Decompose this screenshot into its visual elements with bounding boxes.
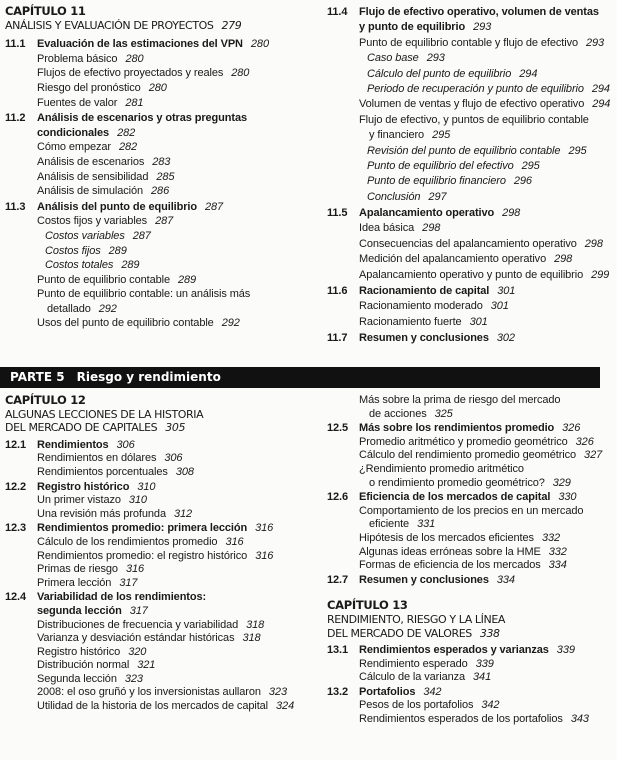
entry-text: segunda lección bbox=[37, 604, 122, 617]
entry-text: condicionales bbox=[37, 126, 110, 139]
toc-entry bbox=[5, 214, 295, 229]
section-number: 12.2 bbox=[5, 480, 27, 493]
toc-section bbox=[5, 439, 295, 453]
page-number: 293 bbox=[586, 36, 605, 49]
page-number: 308 bbox=[175, 465, 194, 478]
page-number: 306 bbox=[164, 452, 183, 465]
entry-text: ALGUNAS LECCIONES DE LA HISTORIA bbox=[5, 407, 204, 421]
toc-entry bbox=[5, 184, 295, 199]
page-number: 283 bbox=[152, 155, 171, 168]
entry-text: Racionamiento moderado bbox=[359, 300, 483, 313]
page-number: 342 bbox=[423, 685, 442, 698]
page-number: 294 bbox=[519, 67, 538, 80]
toc-entry bbox=[5, 273, 295, 288]
entry-text: Comportamiento de los precios en un mercado bbox=[359, 504, 584, 517]
entry-text: Portafolios bbox=[359, 685, 416, 698]
entry-text: Punto de equilibrio financiero bbox=[367, 175, 506, 188]
entry-text: Idea básica bbox=[359, 222, 415, 235]
page-number: 287 bbox=[155, 215, 174, 228]
page-number: 326 bbox=[575, 435, 594, 448]
toc-entry bbox=[5, 170, 295, 185]
page-number: 332 bbox=[541, 531, 560, 544]
toc-entry bbox=[327, 82, 617, 97]
entry-text: y punto de equilibrio bbox=[359, 21, 466, 34]
page-number: 297 bbox=[428, 190, 447, 203]
toc-section bbox=[327, 5, 617, 36]
page-number: 302 bbox=[496, 332, 515, 345]
toc-entry bbox=[5, 632, 295, 646]
entry-text: Distribuciones de frecuencia y variabilidad bbox=[37, 618, 239, 631]
entry-text: Análisis de escenarios y otras preguntas bbox=[37, 112, 247, 125]
toc-entry bbox=[5, 52, 295, 67]
page-number: 295 bbox=[521, 159, 540, 172]
toc-section bbox=[327, 686, 617, 700]
entry-text: DEL MERCADO DE VALORES bbox=[327, 626, 472, 640]
page-number: 323 bbox=[268, 686, 287, 699]
page-number: 310 bbox=[128, 494, 147, 507]
entry-text: Cálculo de la varianza bbox=[359, 671, 466, 684]
entry-text: RENDIMIENTO, RIESGO Y LA LÍNEA bbox=[327, 612, 506, 626]
page-number: 318 bbox=[246, 618, 265, 631]
toc-entry bbox=[327, 51, 617, 66]
page-number: 287 bbox=[132, 229, 151, 242]
page-number: 280 bbox=[125, 52, 144, 65]
page-number: 310 bbox=[137, 480, 156, 493]
entry-text: Rendimientos porcentuales bbox=[37, 465, 168, 478]
entry-text: Análisis de sensibilidad bbox=[37, 170, 149, 183]
entry-text: Eficiencia de los mercados de capital bbox=[359, 491, 551, 504]
page-number: 282 bbox=[119, 141, 138, 154]
toc-entry bbox=[5, 619, 295, 633]
page-number: 281 bbox=[125, 96, 144, 109]
entry-text: Promedio aritmético y promedio geométrico bbox=[359, 435, 568, 448]
entry-text: y financiero bbox=[369, 129, 425, 142]
page-number: 293 bbox=[473, 21, 492, 34]
toc-entry bbox=[5, 659, 295, 673]
part-title: Riesgo y rendimiento bbox=[76, 370, 221, 384]
entry-text: Conclusión bbox=[367, 190, 421, 203]
toc-section bbox=[327, 491, 617, 505]
page-number: 294 bbox=[592, 98, 611, 111]
entry-text: Punto de equilibrio contable bbox=[37, 273, 170, 286]
entry-text: Rendimientos promedio: primera lección bbox=[37, 522, 248, 535]
entry-text: Variabilidad de los rendimientos: bbox=[37, 591, 207, 604]
page-number: 298 bbox=[502, 207, 521, 220]
toc-entry bbox=[5, 550, 295, 564]
toc-entry bbox=[5, 536, 295, 550]
entry-text: Volumen de ventas y flujo de efectivo operativo bbox=[359, 98, 585, 111]
toc-section bbox=[5, 591, 295, 618]
entry-text: de acciones bbox=[369, 407, 427, 420]
section-number: 12.4 bbox=[5, 591, 27, 604]
entry-text: Problema básico bbox=[37, 52, 118, 65]
entry-text: Cálculo del punto de equilibrio bbox=[367, 67, 512, 80]
entry-text: CAPÍTULO 12 bbox=[5, 393, 86, 407]
toc-entry bbox=[327, 299, 617, 314]
toc-entry bbox=[5, 140, 295, 155]
entry-text: Segunda lección bbox=[37, 672, 117, 685]
page-number: 312 bbox=[173, 507, 193, 520]
section-number: 12.6 bbox=[327, 491, 349, 504]
page-number: 329 bbox=[552, 476, 571, 489]
entry-text: Medición del apalancamiento operativo bbox=[359, 253, 547, 266]
toc-column-chapter-12-13-right bbox=[327, 394, 617, 727]
section-number: 11.6 bbox=[327, 285, 348, 298]
toc-entry bbox=[5, 577, 295, 591]
entry-text: Rendimientos en dólares bbox=[37, 452, 157, 465]
entry-text: CAPÍTULO 13 bbox=[327, 598, 408, 613]
section-number: 13.2 bbox=[327, 685, 349, 698]
toc-entry bbox=[5, 258, 295, 273]
toc-entry bbox=[5, 155, 295, 170]
toc-entry bbox=[5, 686, 295, 700]
entry-text: Registro histórico bbox=[37, 645, 121, 658]
entry-text: Apalancamiento operativo y punto de equilibrio bbox=[359, 268, 584, 281]
page-number: 285 bbox=[156, 170, 175, 183]
entry-text: ANÁLISIS Y EVALUACIÓN DE PROYECTOS bbox=[5, 18, 214, 32]
toc-section bbox=[5, 522, 295, 536]
toc-column-chapter-12-left bbox=[5, 394, 295, 714]
toc-entry bbox=[327, 190, 617, 205]
entry-text: detallado bbox=[47, 302, 91, 315]
entry-text: Análisis del punto de equilibrio bbox=[37, 200, 197, 213]
page-number: 338 bbox=[479, 626, 500, 640]
page-number: 316 bbox=[125, 563, 144, 576]
toc-entry bbox=[5, 452, 295, 466]
entry-text: Apalancamiento operativo bbox=[359, 207, 495, 220]
page-number: 316 bbox=[255, 549, 274, 562]
entry-text: Usos del punto de equilibrio contable bbox=[37, 317, 214, 330]
toc-entry bbox=[327, 113, 617, 144]
entry-text: Costos variables bbox=[45, 229, 125, 242]
toc-section bbox=[5, 481, 295, 495]
toc-entry bbox=[327, 436, 617, 450]
entry-text: Evaluación de las estimaciones del VPN bbox=[37, 38, 243, 51]
page-number: 339 bbox=[556, 644, 575, 657]
page-number: 341 bbox=[473, 671, 492, 684]
toc-entry bbox=[327, 97, 617, 112]
entry-text: Racionamiento fuerte bbox=[359, 315, 462, 328]
toc-entry bbox=[5, 646, 295, 660]
toc-section bbox=[327, 422, 617, 436]
page-number: 342 bbox=[481, 699, 500, 712]
entry-text: Costos totales bbox=[45, 259, 114, 272]
page-number: 292 bbox=[98, 302, 117, 315]
toc-entry bbox=[5, 508, 295, 522]
toc-section bbox=[327, 574, 617, 588]
entry-text: Riesgo del pronóstico bbox=[37, 81, 141, 94]
entry-text: Análisis de simulación bbox=[37, 185, 144, 198]
page-number: 320 bbox=[128, 645, 147, 658]
section-number: 12.5 bbox=[327, 422, 349, 435]
entry-text: Cálculo de los rendimientos promedio bbox=[37, 535, 218, 548]
section-number: 11.7 bbox=[327, 332, 348, 345]
entry-text: Rendimientos esperados de los portafolios bbox=[359, 713, 563, 726]
page-number: 301 bbox=[490, 300, 509, 313]
page-number: 321 bbox=[137, 659, 156, 672]
page-number: 296 bbox=[513, 175, 532, 188]
entry-text: Rendimientos promedio: el registro histórico bbox=[37, 549, 248, 562]
toc-entry bbox=[327, 449, 617, 463]
toc-entry bbox=[327, 174, 617, 189]
entry-text: Resumen y conclusiones bbox=[359, 573, 489, 586]
section-number: 11.3 bbox=[5, 200, 26, 213]
toc-entry bbox=[327, 159, 617, 174]
section-number: 11.4 bbox=[327, 6, 348, 18]
toc-section bbox=[327, 331, 617, 346]
entry-text: Algunas ideas erróneas sobre la HME bbox=[359, 545, 541, 558]
page-number: 323 bbox=[124, 672, 143, 685]
entry-text: Costos fijos bbox=[45, 244, 101, 257]
toc-entry bbox=[327, 658, 617, 672]
page-number: 339 bbox=[475, 657, 494, 670]
entry-text: Rendimientos esperados y varianzas bbox=[359, 644, 549, 657]
toc-entry bbox=[5, 316, 295, 331]
entry-text: Rendimiento esperado bbox=[359, 657, 468, 670]
entry-text: Análisis de escenarios bbox=[37, 155, 145, 168]
page-number: 332 bbox=[548, 545, 567, 558]
section-number: 13.1 bbox=[327, 644, 349, 657]
toc-entry bbox=[5, 287, 295, 316]
page-number: 293 bbox=[426, 52, 445, 65]
entry-text: Utilidad de la historia de los mercados de capital bbox=[37, 700, 269, 713]
page-number: 316 bbox=[225, 535, 244, 548]
toc-entry bbox=[327, 252, 617, 267]
toc-section bbox=[327, 644, 617, 658]
entry-text: Registro histórico bbox=[37, 480, 130, 493]
entry-text: Punto de equilibrio contable y flujo de efectivo bbox=[359, 36, 579, 49]
toc-entry bbox=[327, 559, 617, 573]
toc-entry bbox=[327, 67, 617, 82]
page-number: 298 bbox=[554, 253, 573, 266]
page-number: 301 bbox=[497, 285, 516, 298]
entry-text: Más sobre la prima de riesgo del mercado bbox=[359, 394, 561, 406]
page-number: 295 bbox=[432, 129, 451, 142]
page-number: 289 bbox=[108, 244, 127, 257]
entry-text: Periodo de recuperación y punto de equilibrio bbox=[367, 82, 584, 95]
entry-text: Flujo de efectivo operativo, volumen de ventas bbox=[359, 6, 599, 18]
page-number: 282 bbox=[117, 126, 136, 139]
toc-entry bbox=[5, 700, 295, 714]
chapter-title bbox=[327, 613, 617, 640]
toc-entry bbox=[327, 532, 617, 546]
toc-entry bbox=[5, 563, 295, 577]
entry-text: eficiente bbox=[369, 518, 410, 531]
page-number: 298 bbox=[422, 222, 441, 235]
entry-text: Una revisión más profunda bbox=[37, 507, 166, 520]
chapter-label bbox=[5, 394, 295, 408]
entry-text: Distribución normal bbox=[37, 659, 130, 672]
chapter-label bbox=[327, 599, 617, 613]
section-number: 12.7 bbox=[327, 573, 349, 586]
toc-entry bbox=[327, 144, 617, 159]
entry-text: DEL MERCADO DE CAPITALES bbox=[5, 421, 158, 435]
page-number: 317 bbox=[129, 604, 148, 617]
toc-entry bbox=[327, 713, 617, 727]
entry-text: Primas de riesgo bbox=[37, 563, 118, 576]
toc-entry bbox=[327, 505, 617, 532]
page-number: 334 bbox=[496, 573, 515, 586]
page-number: 318 bbox=[242, 632, 261, 645]
page-number: 299 bbox=[591, 268, 610, 281]
toc-column-chapter-11-left bbox=[5, 4, 295, 331]
toc-entry bbox=[327, 394, 617, 421]
toc-section bbox=[5, 37, 295, 52]
entry-text: Flujos de efectivo proyectados y reales bbox=[37, 67, 224, 80]
entry-text: Primera lección bbox=[37, 576, 112, 589]
entry-text: o rendimiento promedio geométrico? bbox=[369, 476, 545, 489]
toc-section bbox=[5, 111, 295, 140]
page-number: 294 bbox=[591, 82, 610, 95]
entry-text: Pesos de los portafolios bbox=[359, 699, 474, 712]
page-number: 286 bbox=[151, 185, 170, 198]
entry-text: Más sobre los rendimientos promedio bbox=[359, 422, 555, 435]
part-banner bbox=[0, 367, 600, 388]
page-number: 280 bbox=[250, 38, 269, 51]
entry-text: 2008: el oso gruñó y los inversionistas aullaron bbox=[37, 686, 261, 699]
page-number: 292 bbox=[221, 317, 240, 330]
entry-text: Punto de equilibrio del efectivo bbox=[367, 159, 514, 172]
toc-entry bbox=[5, 673, 295, 687]
section-number: 12.3 bbox=[5, 522, 27, 535]
entry-text: CAPÍTULO 11 bbox=[5, 4, 86, 18]
chapter-title bbox=[5, 408, 295, 435]
page-number: 331 bbox=[417, 518, 436, 531]
toc-column-chapter-11-right bbox=[327, 4, 617, 347]
page-number: 305 bbox=[165, 421, 186, 435]
chapter-title bbox=[5, 19, 295, 34]
page-number: 301 bbox=[469, 315, 488, 328]
page-number: 316 bbox=[255, 522, 274, 535]
toc-section bbox=[5, 200, 295, 215]
toc-entry bbox=[5, 81, 295, 96]
page-number: 287 bbox=[204, 200, 224, 213]
page-number: 298 bbox=[584, 237, 603, 250]
toc-entry bbox=[5, 244, 295, 259]
page-number: 306 bbox=[116, 438, 135, 451]
entry-text: Caso base bbox=[367, 52, 419, 65]
entry-text: Punto de equilibrio contable: un análisis más bbox=[37, 288, 251, 301]
entry-text: Cómo empezar bbox=[37, 141, 111, 154]
toc-entry bbox=[5, 96, 295, 111]
page-number: 326 bbox=[562, 422, 581, 435]
toc-entry bbox=[327, 221, 617, 236]
toc-entry bbox=[327, 463, 617, 490]
toc-section bbox=[327, 284, 617, 299]
part-label: PARTE 5 bbox=[10, 370, 65, 384]
entry-text: ¿Rendimiento promedio aritmético bbox=[359, 462, 524, 475]
page-number: 343 bbox=[570, 713, 589, 726]
entry-text: Racionamiento de capital bbox=[359, 285, 490, 298]
page-number: 330 bbox=[558, 491, 577, 504]
toc-entry bbox=[327, 546, 617, 560]
section-number: 11.5 bbox=[327, 207, 348, 220]
entry-text: Consecuencias del apalancamiento operativo bbox=[359, 237, 577, 250]
toc-entry bbox=[5, 229, 295, 244]
toc-entry bbox=[327, 237, 617, 252]
toc-entry bbox=[327, 315, 617, 330]
section-number: 11.2 bbox=[5, 112, 26, 125]
page-number: 280 bbox=[148, 81, 167, 94]
entry-text: Cálculo del rendimiento promedio geométrico bbox=[359, 449, 577, 462]
page-number: 327 bbox=[584, 449, 603, 462]
entry-text: Revisión del punto de equilibrio contable bbox=[367, 144, 561, 157]
page-number: 289 bbox=[177, 273, 197, 286]
entry-text: Formas de eficiencia de los mercados bbox=[359, 559, 541, 572]
entry-text: Un primer vistazo bbox=[37, 494, 121, 507]
page-number: 295 bbox=[568, 144, 587, 157]
section-number: 11.1 bbox=[5, 38, 26, 51]
chapter-label bbox=[5, 4, 295, 19]
page-number: 280 bbox=[231, 67, 250, 80]
entry-text: Fuentes de valor bbox=[37, 96, 118, 109]
page-number: 325 bbox=[434, 407, 453, 420]
section-number: 12.1 bbox=[5, 438, 27, 451]
entry-text: Hipótesis de los mercados eficientes bbox=[359, 531, 534, 544]
page-number: 324 bbox=[276, 700, 295, 713]
toc-entry bbox=[5, 466, 295, 480]
page-number: 317 bbox=[119, 576, 138, 589]
page-number: 279 bbox=[221, 18, 242, 32]
toc-entry bbox=[327, 671, 617, 685]
page-number: 334 bbox=[548, 559, 567, 572]
entry-text: Flujo de efectivo, y puntos de equilibrio contable bbox=[359, 113, 589, 126]
toc-entry bbox=[5, 494, 295, 508]
toc-entry bbox=[5, 66, 295, 81]
toc-section bbox=[327, 206, 617, 221]
toc-entry bbox=[327, 268, 617, 283]
entry-text: Rendimientos bbox=[37, 438, 109, 451]
entry-text: Varianza y desviación estándar históricas bbox=[37, 632, 235, 645]
page-number: 289 bbox=[121, 259, 140, 272]
entry-text: Costos fijos y variables bbox=[37, 215, 148, 228]
toc-entry bbox=[327, 699, 617, 713]
entry-text: Resumen y conclusiones bbox=[359, 332, 489, 345]
toc-entry bbox=[327, 36, 617, 51]
